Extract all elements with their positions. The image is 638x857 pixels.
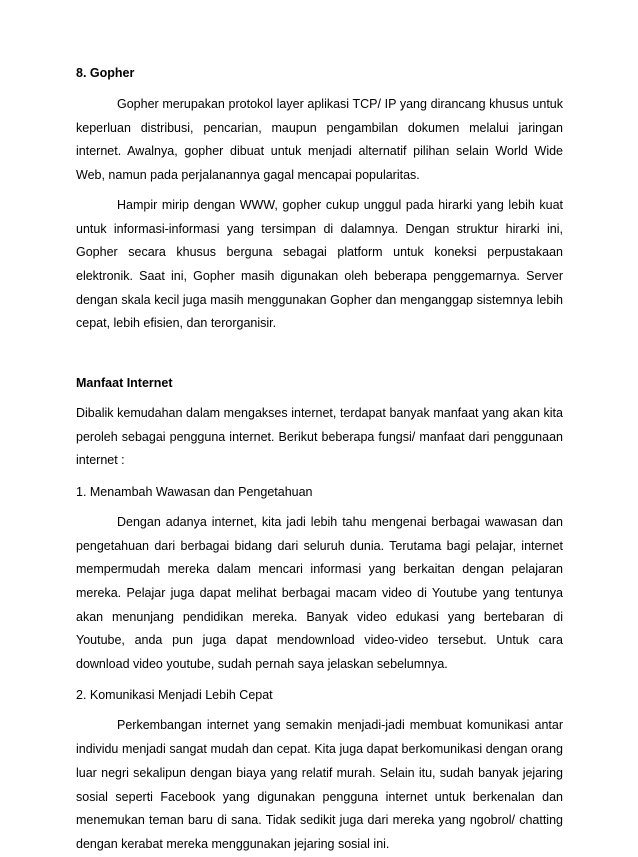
paragraph-gopher-definition: Gopher merupakan protokol layer aplikasi TCP/ IP yang dirancang khusus untuk keperluan distribusi, pencarian, maupun pengambilan dokumen melalui jaringan internet. Awalnya, gopher dibuat untuk menjadi alternatif pilihan selain World Wide Web, namun pada perjalanannya gagal mencapai popularitas. bbox=[76, 97, 563, 183]
paragraph-wawasan: Dengan adanya internet, kita jadi lebih tahu mengenai berbagai wawasan dan pengetahuan dari berbagai bidang dari seluruh dunia. Terutama bagi pelajar, internet mempermudah mereka dalam mencari informasi yang berkaitan dengan pelajaran mereka. Pelajar juga dapat melihat berbagai macam video di Youtube yang tentunya akan menunjang pendidikan mereka. Banyak video edukasi yang bertebaran di Youtube, anda pun juga dapat mendownload video-video tersebut. Untuk cara download video youtube, sudah pernah saya jelaskan sebelumnya. bbox=[76, 514, 563, 672]
section-heading-manfaat-internet: Manfaat Internet bbox=[76, 376, 173, 391]
paragraph-manfaat-intro: Dibalik kemudahan dalam mengakses internet, terdapat banyak manfaat yang akan kita peroleh sebagai pengguna internet. Berikut beberapa fungsi/ manfaat dari penggunaan internet : bbox=[76, 406, 563, 468]
paragraph-gopher-hierarchy: Hampir mirip dengan WWW, gopher cukup unggul pada hirarki yang lebih kuat untuk informasi-informasi yang tersimpan di dalamnya. Dengan struktur hirarki ini, Gopher secara khusus berguna sebagai platform untuk koneksi perpustakaan elektronik. Saat ini, Gopher masih digunakan oleh beberapa penggemarnya. Server dengan skala kecil juga masih menggunakan Gopher dan menganggap sistemnya lebih cepat, lebih efisien, dan terorganisir. bbox=[76, 197, 563, 331]
subheading-wawasan: 1. Menambah Wawasan dan Pengetahuan bbox=[76, 485, 313, 500]
section-heading-gopher: 8. Gopher bbox=[76, 66, 135, 80]
subheading-komunikasi: 2. Komunikasi Menjadi Lebih Cepat bbox=[76, 687, 273, 702]
paragraph-komunikasi: Perkembangan internet yang semakin menjadi-jadi membuat komunikasi antar individu menjadi sangat mudah dan cepat. Kita juga dapat berkomunikasi dengan orang luar negri sekalipun dengan biaya yang relatif murah. Selain itu, sudah banyak jejaring sosial seperti Facebook yang digunakan pengguna internet untuk berkenalan dan menemukan teman baru di sana. Tidak sedikit juga dari mereka yang ngobrol/ chatting dengan kerabat mereka menggunakan jejaring sosial ini. bbox=[76, 718, 563, 851]
